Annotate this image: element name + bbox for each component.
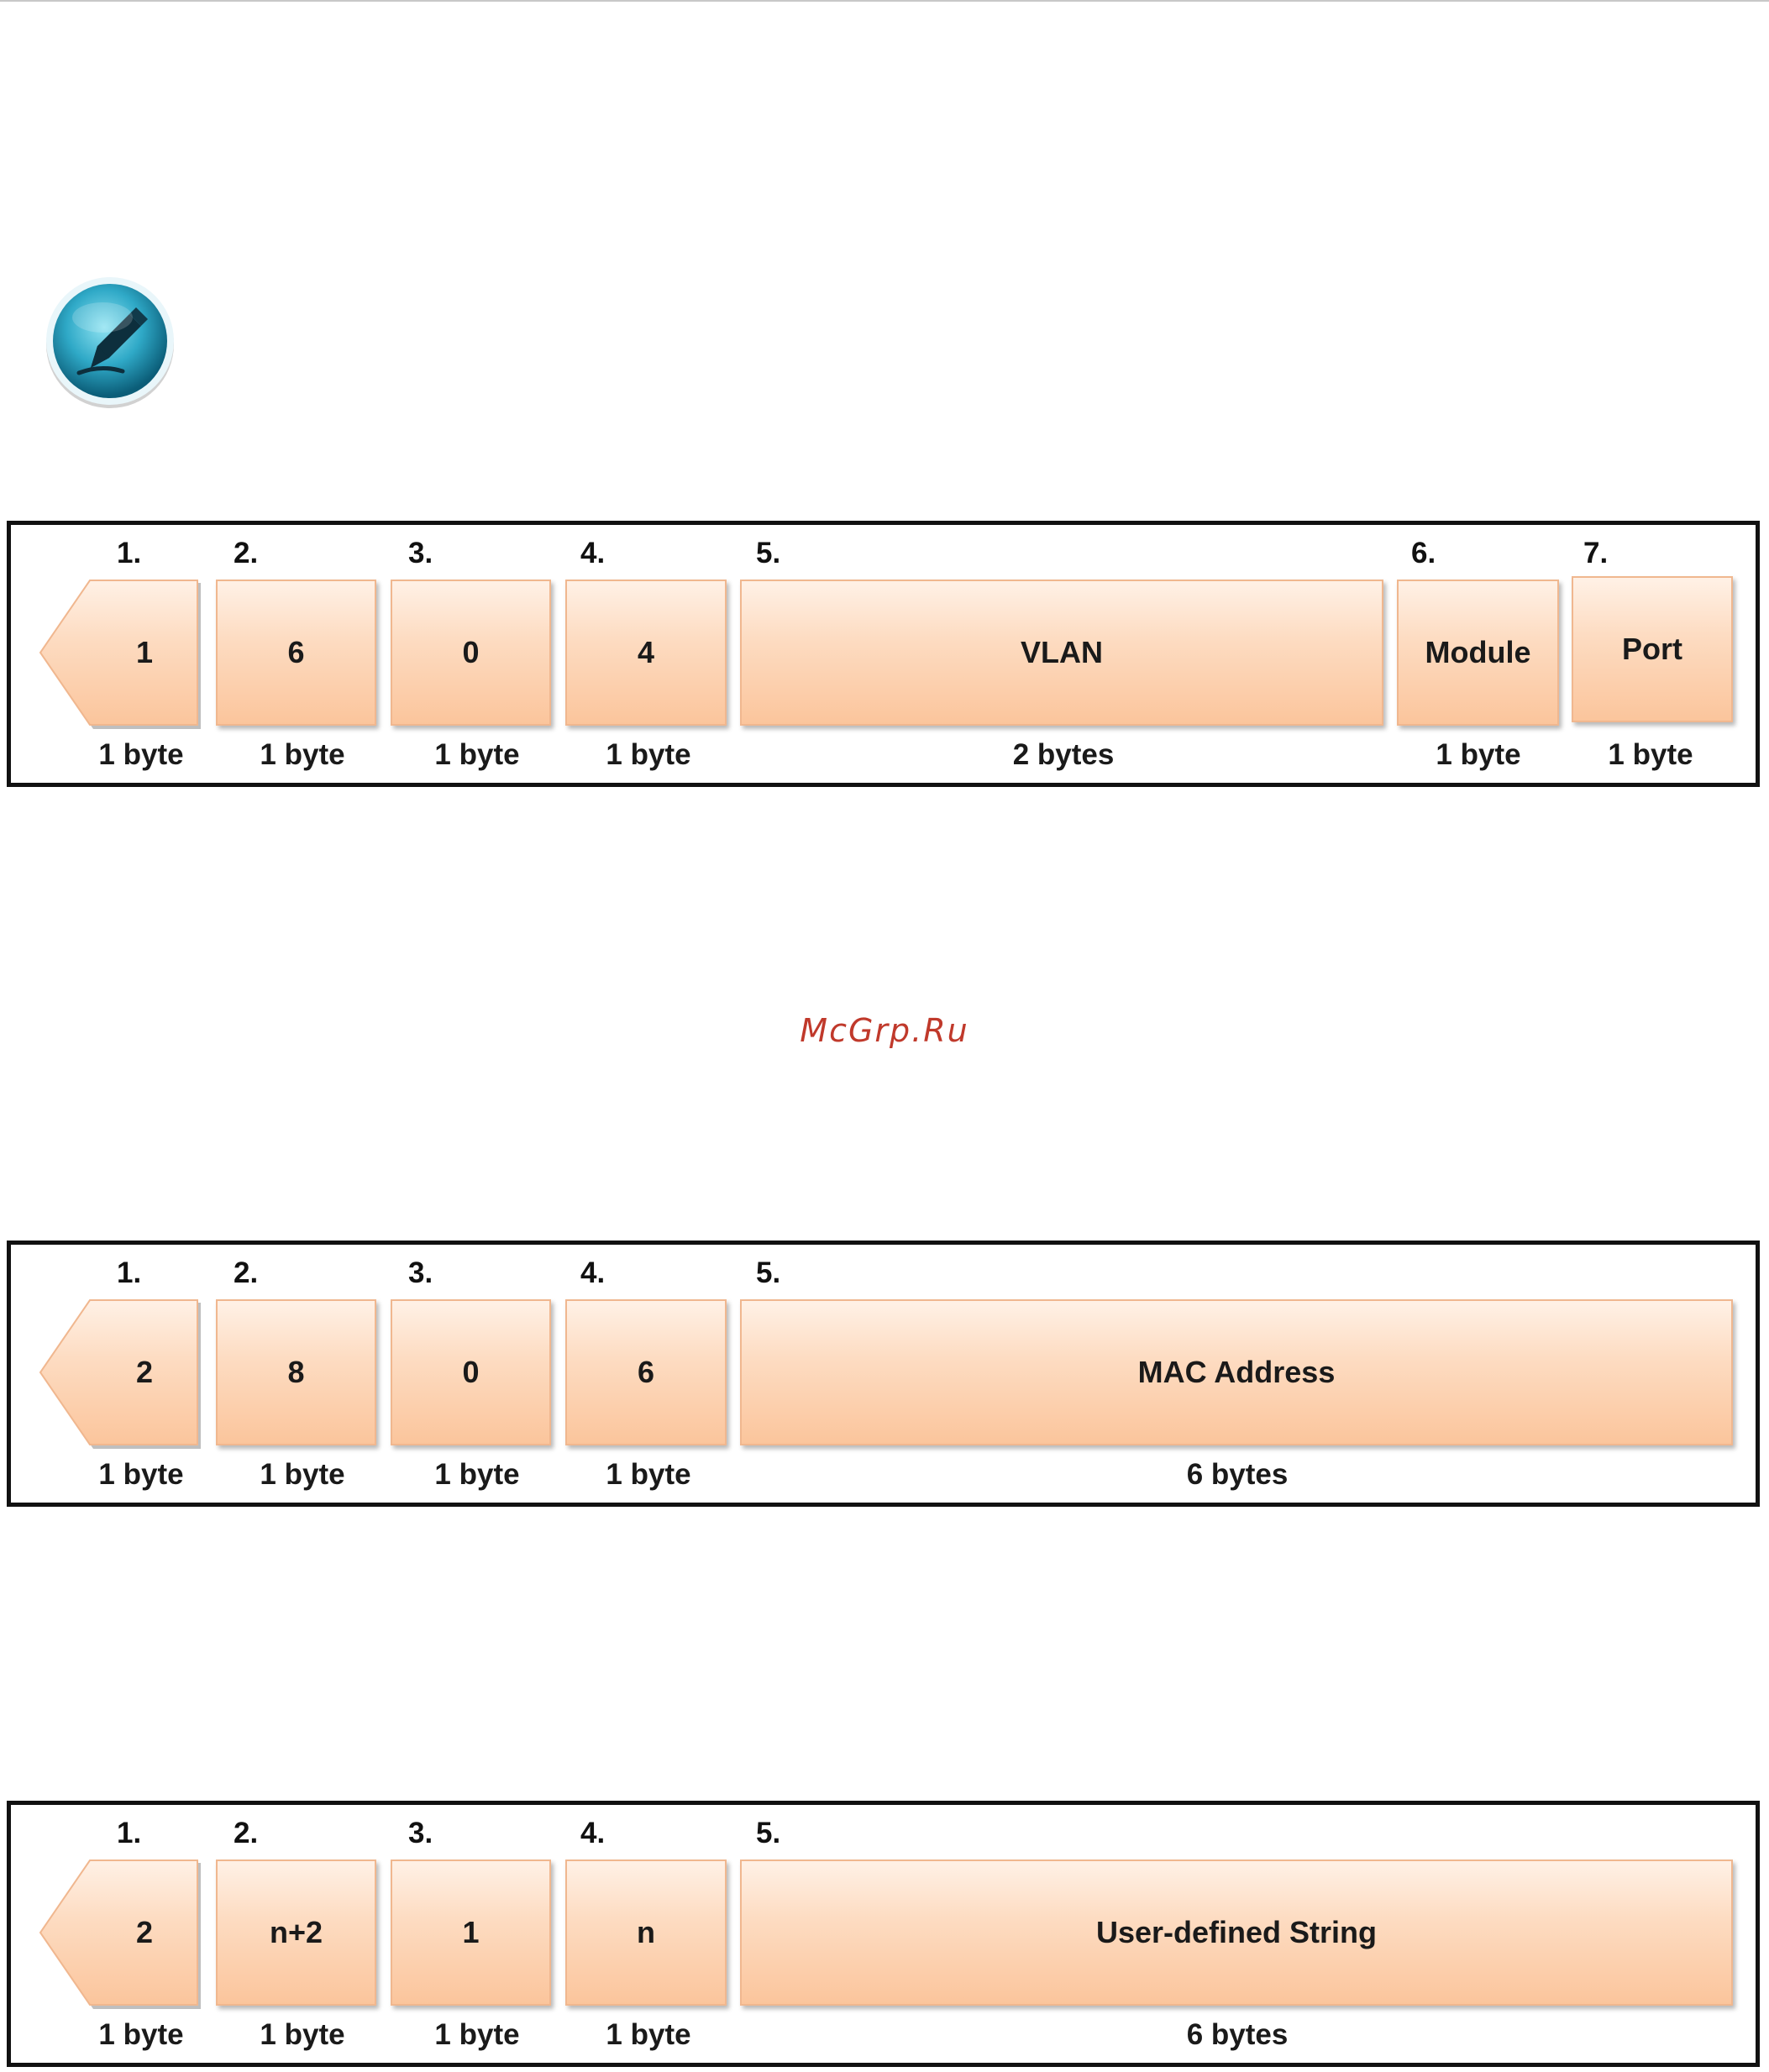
field-index: 2.: [234, 1817, 259, 1849]
mac-address-diagram: [7, 1241, 1760, 1507]
field-size: 1 byte: [98, 738, 184, 771]
field-box: 6: [565, 1299, 727, 1445]
field-box: n: [565, 1860, 727, 2006]
field-size: 1 byte: [1608, 738, 1693, 771]
field-size: 1 byte: [98, 1458, 184, 1491]
field-index: 1.: [117, 1256, 142, 1289]
field-box: n+2: [216, 1860, 376, 2006]
field-box: 8: [216, 1299, 376, 1445]
field-size: 1 byte: [606, 2018, 691, 2051]
field-index: 4.: [580, 1817, 606, 1849]
field-type-arrow: [39, 1299, 199, 1445]
field-size: 1 byte: [434, 2018, 520, 2051]
field-index: 5.: [756, 537, 781, 569]
field-box: 4: [565, 580, 727, 726]
field-index: 3.: [408, 1256, 433, 1289]
field-index: 7.: [1583, 537, 1609, 569]
top-rule: [0, 0, 1769, 2]
field-box: 0: [391, 1299, 551, 1445]
field-size: 6 bytes: [1186, 2018, 1289, 2051]
field-size: 6 bytes: [1186, 1458, 1289, 1491]
field-box: VLAN: [740, 580, 1383, 726]
field-size: 1 byte: [606, 1458, 691, 1491]
field-box: 1: [391, 1860, 551, 2006]
field-index: 3.: [408, 1817, 433, 1849]
field-index: 3.: [408, 537, 433, 569]
field-index: 6.: [1411, 537, 1436, 569]
field-index: 2.: [234, 537, 259, 569]
field-index: 5.: [756, 1817, 781, 1849]
field-type-arrow: [39, 1860, 199, 2006]
field-size: 1 byte: [260, 738, 345, 771]
field-index: 2.: [234, 1256, 259, 1289]
field-size: 1 byte: [434, 738, 520, 771]
field-size: 1 byte: [434, 1458, 520, 1491]
field-type-arrow: [39, 580, 199, 726]
pencil-note-icon: [42, 274, 178, 410]
field-box: Module: [1397, 580, 1559, 726]
field-size: 1 byte: [260, 2018, 345, 2051]
field-box: Port: [1572, 576, 1733, 722]
field-size: 2 bytes: [1012, 738, 1115, 771]
user-defined-diagram: [7, 1801, 1760, 2067]
field-box: User-defined String: [740, 1860, 1733, 2006]
field-value: 1: [135, 635, 154, 669]
field-box: 6: [216, 580, 376, 726]
field-index: 4.: [580, 537, 606, 569]
field-box: 0: [391, 580, 551, 726]
field-size: 1 byte: [606, 738, 691, 771]
field-index: 1.: [117, 1817, 142, 1849]
field-size: 1 byte: [1436, 738, 1521, 771]
field-index: 1.: [117, 537, 142, 569]
field-value: 2: [135, 1355, 154, 1389]
field-value: 2: [135, 1915, 154, 1949]
field-box: MAC Address: [740, 1299, 1733, 1445]
port-id-diagram: [7, 521, 1760, 787]
field-size: 1 byte: [260, 1458, 345, 1491]
watermark: McGrp.Ru: [800, 1012, 969, 1049]
field-size: 1 byte: [98, 2018, 184, 2051]
field-index: 4.: [580, 1256, 606, 1289]
field-index: 5.: [756, 1256, 781, 1289]
